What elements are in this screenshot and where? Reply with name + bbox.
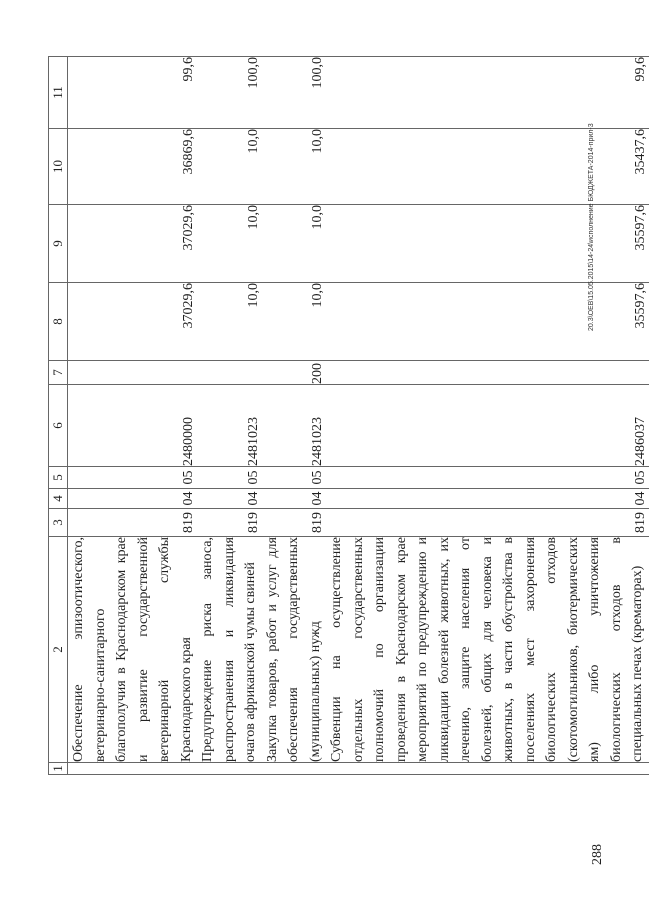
row-value-10: 36869,6 (68, 129, 198, 205)
row-value-9: 35597,6 (326, 205, 649, 283)
col-header-8: 8 (49, 283, 68, 361)
row-description: Субвенции на осуществление отдельных государственных полномочий по организации проведения в Краснодарском крае мероприятий по предупреждению и ликвидации болезней животных, их лечению, защите населения от болезней, общих для человека и животных, в части обустройства в поселениях мест захоронения биологических отходов (скотомогильников, биотермических ям) либо уничтожения биологических отходов в специальных печах (крематорах) (326, 537, 649, 763)
row-index-cell (262, 763, 327, 775)
table-row (262, 57, 327, 775)
footer-file-path: 20.3\ОЕВ\15.05.2015\14-24\исполнение БЮДЖЕТА-2014-прил-3 (588, 123, 595, 331)
table-row (197, 57, 262, 775)
row-value-10: 35437,6 (326, 129, 649, 205)
row-code-rz: 04 (197, 489, 262, 509)
col-header-5: 5 (49, 467, 68, 489)
col-header-9: 9 (49, 205, 68, 283)
row-code-vr (197, 361, 262, 385)
row-value-9: 10,0 (262, 205, 327, 283)
row-code-pr: 05 (262, 467, 327, 489)
row-description: Обеспечение эпизоотического, ветеринарно-санитарного благополучия в Краснодарском крае и развитие государственной ветеринарной службы Краснодарского края (68, 537, 198, 763)
col-header-11: 11 (49, 57, 68, 129)
col-header-10: 10 (49, 129, 68, 205)
row-code-rz: 04 (68, 489, 198, 509)
col-header-4: 4 (49, 489, 68, 509)
row-description: Закупка товаров, работ и услуг для обеспечения государственных (муниципальных) нужд (262, 537, 327, 763)
row-index-cell (68, 763, 198, 775)
row-code-ved: 819 (326, 509, 649, 537)
row-code-vr (326, 361, 649, 385)
col-header-1: 1 (49, 763, 68, 775)
row-value-8: 10,0 (262, 283, 327, 361)
row-value-8: 10,0 (197, 283, 262, 361)
header-row (49, 57, 68, 775)
row-value-11: 100,0 (197, 57, 262, 129)
row-code-csr: 2480000 (68, 385, 198, 467)
row-code-ved: 819 (68, 509, 198, 537)
table-row (68, 57, 198, 775)
row-code-pr: 05 (326, 467, 649, 489)
row-value-9: 10,0 (197, 205, 262, 283)
row-code-vr (68, 361, 198, 385)
row-value-8: 35597,6 (326, 283, 649, 361)
row-code-pr: 05 (68, 467, 198, 489)
row-index-cell (197, 763, 262, 775)
row-code-rz: 04 (326, 489, 649, 509)
row-code-csr: 2481023 (262, 385, 327, 467)
row-code-csr: 2481023 (197, 385, 262, 467)
row-value-10: 10,0 (262, 129, 327, 205)
page-number: 288 (590, 844, 605, 865)
row-code-rz: 04 (262, 489, 327, 509)
col-header-2: 2 (49, 537, 68, 763)
col-header-3: 3 (49, 509, 68, 537)
row-code-vr: 200 (262, 361, 327, 385)
row-code-pr: 05 (197, 467, 262, 489)
row-value-9: 37029,6 (68, 205, 198, 283)
row-value-8: 37029,6 (68, 283, 198, 361)
row-value-10: 10,0 (197, 129, 262, 205)
row-value-11: 99,6 (68, 57, 198, 129)
row-code-ved: 819 (197, 509, 262, 537)
row-value-11: 100,0 (262, 57, 327, 129)
table-row (326, 57, 649, 775)
row-index-cell (326, 763, 649, 775)
row-code-csr: 2486037 (326, 385, 649, 467)
row-code-ved: 819 (262, 509, 327, 537)
row-description: Предупреждение риска заноса, распространения и ликвидация очагов африканской чумы свиней (197, 537, 262, 763)
budget-table (48, 56, 649, 775)
col-header-7: 7 (49, 361, 68, 385)
col-header-6: 6 (49, 385, 68, 467)
row-value-11: 99,6 (326, 57, 649, 129)
